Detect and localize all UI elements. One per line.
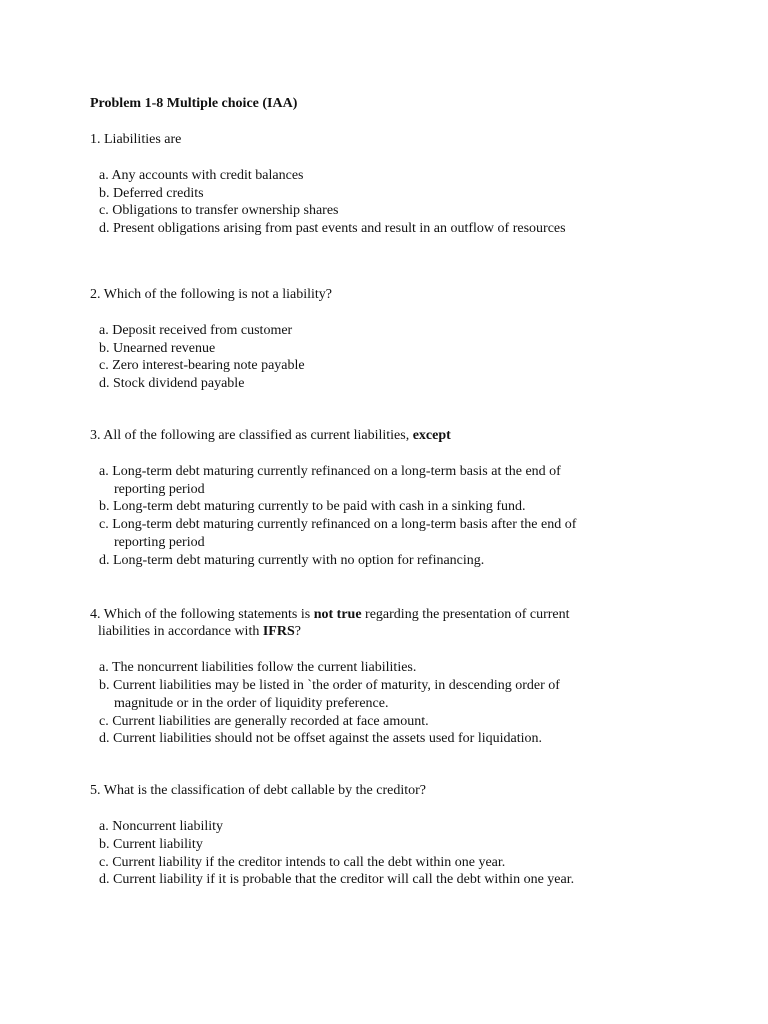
question-1 (90, 131, 650, 238)
option-b: b. Current liabilities may be listed in `the order of maturity, in descending order of magnitude or in the order of liquidity preference. (99, 677, 560, 711)
option-b: b. Current liability (99, 836, 203, 852)
option-d: d. Long-term debt maturing currently with no option for refinancing. (99, 552, 485, 568)
option-a: a. Deposit received from customer (99, 322, 293, 338)
stem-emphasis: except (412, 427, 451, 443)
question-stem: 1. Liabilities are (90, 132, 182, 147)
question-5 (90, 782, 590, 889)
option-a: a. The noncurrent liabilities follow the current liabilities. (99, 660, 417, 676)
option-d: d. Current liabilities should not be offset against the assets used for liquidation. (99, 731, 543, 747)
problem-title: Problem 1-8 Multiple choice (IAA) (90, 96, 298, 111)
stem-text: 4. Which of the following statements is (90, 606, 314, 622)
option-a: a. Any accounts with credit balances (99, 167, 304, 183)
question-3 (90, 427, 610, 570)
option-c: c. Zero interest-bearing note payable (99, 358, 305, 374)
question-stem: 2. Which of the following is not a liability? (90, 286, 332, 302)
stem-text: regarding the presentation of current liabilities in accordance with (98, 606, 570, 640)
options-list (90, 167, 650, 238)
question-stem: 5. What is the classification of debt callable by the creditor? (90, 783, 427, 799)
option-c: c. Obligations to transfer ownership shares (99, 203, 339, 219)
document-page (90, 95, 730, 889)
question-2 (90, 286, 650, 393)
option-b: b. Unearned revenue (99, 340, 216, 356)
options-list (90, 659, 610, 748)
option-d: d. Stock dividend payable (99, 376, 245, 392)
option-d: d. Present obligations arising from past events and result in an outflow of resources (99, 221, 566, 237)
options-list (90, 322, 650, 393)
option-c: c. Current liability if the creditor intends to call the debt within one year. (99, 854, 506, 870)
question-stem (90, 427, 610, 445)
question-4 (90, 606, 610, 749)
option-c: c. Long-term debt maturing currently refinanced on a long-term basis after the end of reporting period (99, 517, 577, 550)
option-d: d. Current liability if it is probable that the creditor will call the debt within one year. (99, 872, 575, 888)
option-a: a. Noncurrent liability (99, 818, 224, 834)
option-b: b. Deferred credits (99, 185, 204, 201)
stem-emphasis: IFRS (262, 624, 295, 640)
option-c: c. Current liabilities are generally recorded at face amount. (99, 713, 429, 729)
stem-text: 3. All of the following are classified as current liabilities, (90, 427, 413, 443)
stem-text: ? (294, 624, 301, 640)
stem-emphasis: not true (313, 606, 362, 622)
question-stem (90, 606, 610, 642)
options-list (90, 463, 610, 570)
option-a: a. Long-term debt maturing currently refinanced on a long-term basis at the end of reporting period (99, 463, 561, 497)
option-b: b. Long-term debt maturing currently to be paid with cash in a sinking fund. (99, 499, 526, 515)
options-list (90, 818, 590, 889)
